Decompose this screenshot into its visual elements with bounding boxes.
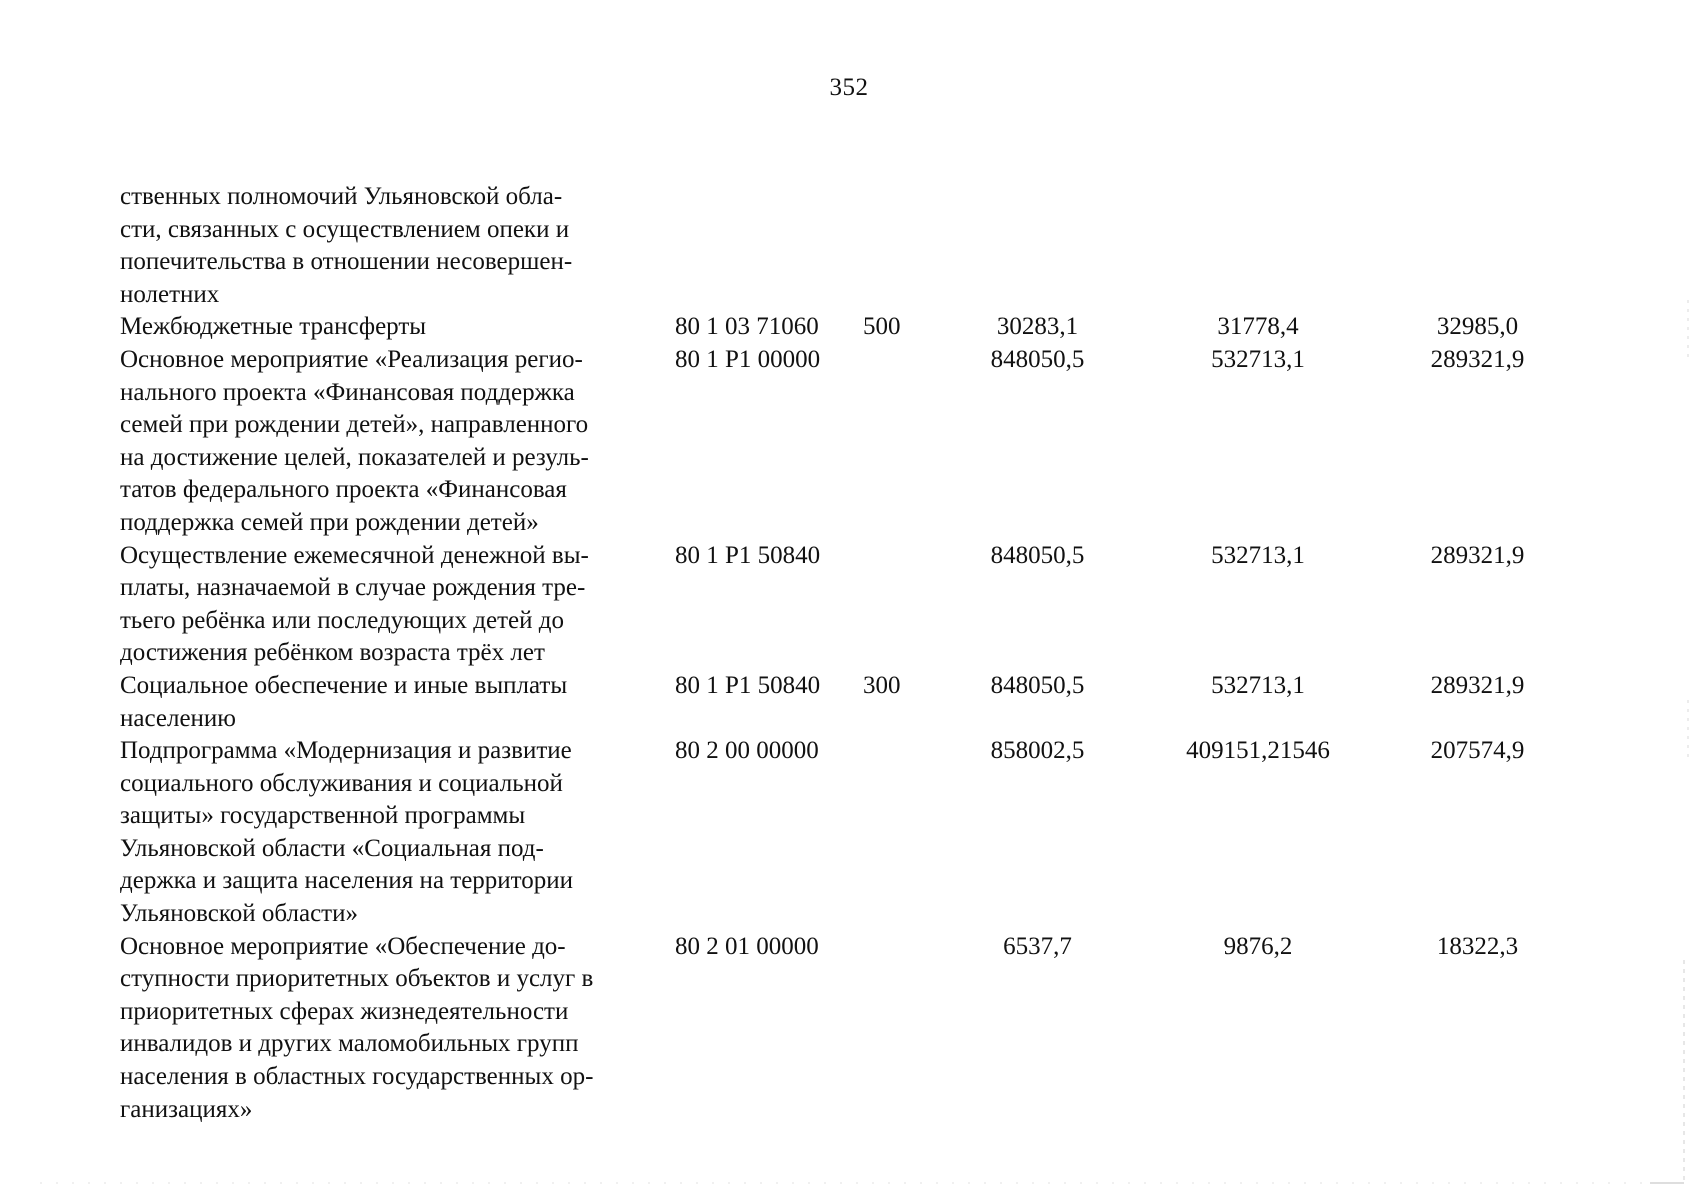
- description-line: защиты» государственной программы: [120, 802, 526, 830]
- description-line: Межбюджетные трансферты: [120, 313, 427, 341]
- description-line: поддержка семей при рождении детей»: [120, 508, 539, 536]
- description-line: сти, связанных с осуществлением опеки и: [120, 215, 570, 243]
- description-line: Ульяновской области «Социальная под-: [120, 834, 544, 862]
- description-line: Подпрограмма «Модернизация и развитие: [120, 737, 572, 765]
- row-value-2: 31778,4: [1217, 313, 1299, 341]
- row-value-1: 30283,1: [996, 313, 1079, 341]
- description-line: Основное мероприятие «Реализация регио-: [120, 345, 583, 373]
- row-description: [120, 735, 650, 931]
- table-row: [120, 735, 1540, 931]
- description-line: ственных полномочий Ульяновской обла-: [120, 183, 563, 210]
- description-line: Основное мероприятие «Обеспечение до-: [120, 932, 566, 960]
- description-line: ганизациях»: [120, 1095, 253, 1123]
- row-value-2: 532713,1: [1211, 345, 1305, 373]
- description-line: тьего ребёнка или последующих детей до: [120, 606, 564, 634]
- description-line: Осуществление ежемесячной денежной вы-: [120, 541, 589, 569]
- row-value-3: 289321,9: [1430, 541, 1525, 569]
- table-row: [120, 344, 1540, 540]
- row-value-3: 289321,9: [1430, 671, 1525, 699]
- row-description: [120, 931, 650, 1127]
- row-value-3: 289321,9: [1430, 345, 1525, 373]
- row-description: [120, 344, 650, 540]
- row-code: 80 1 Р1 50840: [675, 671, 821, 699]
- description-line: татов федерального проекта «Финансовая: [120, 476, 567, 504]
- row-value-3: 32985,0: [1436, 313, 1519, 341]
- description-line: приоритетных сферах жизнедеятельности: [120, 997, 569, 1025]
- row-value-1: 848050,5: [990, 541, 1085, 569]
- row-value-3: 18322,3: [1436, 932, 1519, 960]
- description-line: нального проекта «Финансовая поддержка: [120, 378, 575, 406]
- row-description: [120, 670, 650, 735]
- description-line: нолетних: [120, 280, 220, 308]
- row-description: [120, 311, 650, 344]
- budget-table: [120, 181, 1540, 1126]
- description-line: населению: [120, 704, 236, 732]
- row-value-2: 409151,21546: [1186, 737, 1330, 765]
- row-value-1: 848050,5: [990, 671, 1085, 699]
- page-number: 352: [829, 74, 869, 101]
- description-line: достижения ребёнком возраста трёх лет: [120, 639, 545, 667]
- row-code: 80 2 00 00000: [675, 737, 819, 765]
- row-value-1: 848050,5: [990, 345, 1085, 373]
- table-row: [120, 931, 1540, 1127]
- row-value-3: 207574,9: [1430, 737, 1525, 765]
- row-value-1: 858002,5: [990, 737, 1085, 765]
- row-value-2: 9876,2: [1223, 932, 1293, 960]
- row-code: 80 1 Р1 00000: [675, 345, 821, 373]
- row-code: 80 2 01 00000: [675, 932, 819, 960]
- table-row: [120, 540, 1540, 670]
- row-value-2: 532713,1: [1211, 671, 1305, 699]
- description-line: семей при рождении детей», направленного: [120, 411, 589, 439]
- row-expense-type: 500: [863, 313, 901, 341]
- description-line: держка и защита населения на территории: [120, 867, 574, 895]
- description-line: ступности приоритетных объектов и услуг в: [120, 965, 594, 993]
- description-line: инвалидов и других маломобильных групп: [120, 1030, 579, 1058]
- description-line: Ульяновской области»: [120, 900, 358, 928]
- description-line: платы, назначаемой в случае рождения тре-: [120, 574, 586, 602]
- row-value-2: 532713,1: [1211, 541, 1305, 569]
- row-description: [120, 181, 650, 311]
- description-line: на достижение целей, показателей и резуль-: [120, 443, 589, 471]
- row-value-1: 6537,7: [1003, 932, 1072, 960]
- table-row: [120, 670, 1540, 735]
- row-code: 80 1 Р1 50840: [675, 541, 821, 569]
- description-line: попечительства в отношении несовершен-: [120, 248, 573, 276]
- row-expense-type: 300: [863, 671, 901, 699]
- row-code: 80 1 03 71060: [675, 313, 819, 341]
- description-line: Социальное обеспечение и иные выплаты: [120, 671, 568, 699]
- table-row: [120, 311, 1540, 344]
- description-line: социального обслуживания и социальной: [120, 769, 563, 797]
- description-line: населения в областных государственных ор-: [120, 1063, 594, 1091]
- row-description: [120, 540, 650, 670]
- table-row: [120, 181, 1540, 311]
